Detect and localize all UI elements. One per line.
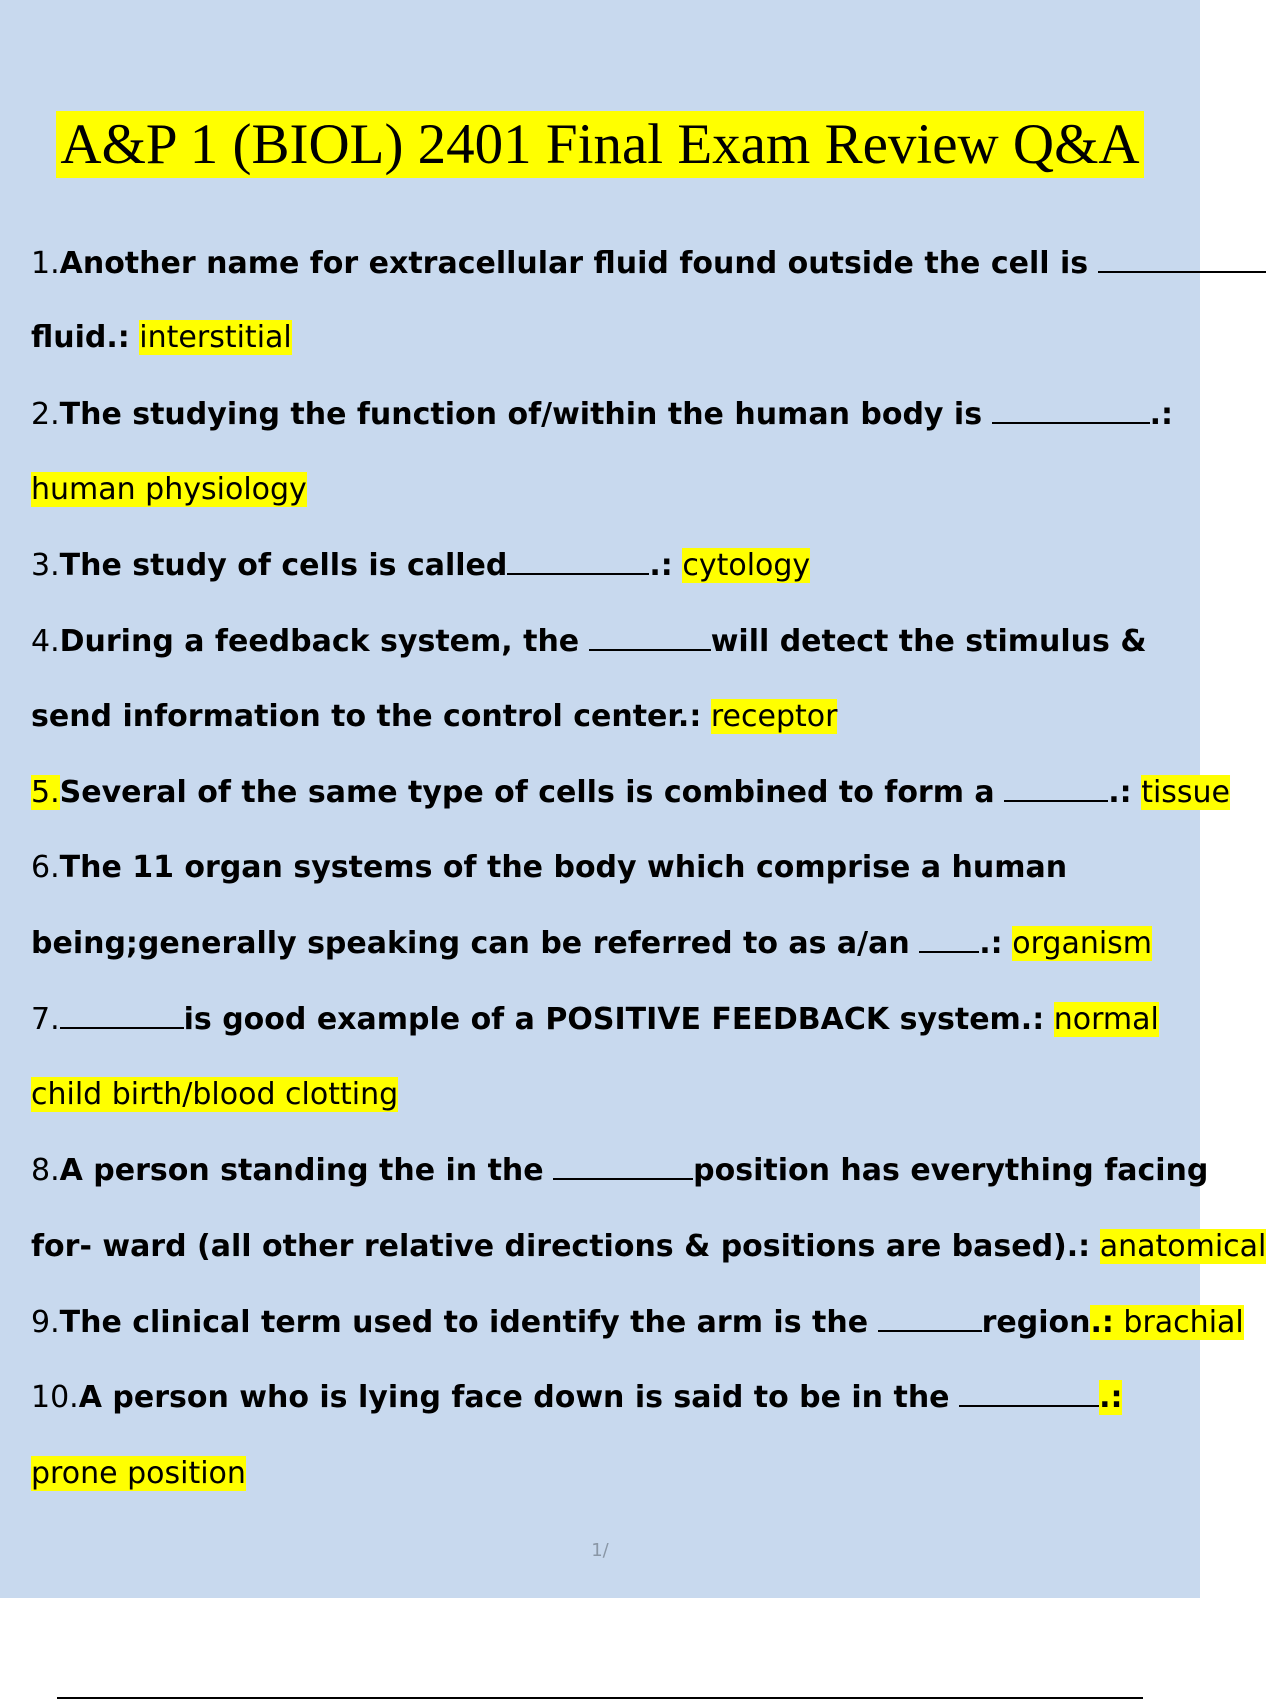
question-number: 6. bbox=[31, 850, 60, 885]
page-number: 1/ bbox=[591, 1540, 609, 1561]
question-number: 5. bbox=[31, 775, 60, 810]
answer-text: human physiology bbox=[31, 472, 307, 507]
question-text: A person who is lying face down is said to be in the bbox=[78, 1380, 950, 1415]
question-text: The 11 organ systems of the body which comprise a human bbox=[59, 850, 1068, 885]
answer-text: receptor bbox=[710, 699, 838, 734]
question-text: During a feedback system, the bbox=[59, 624, 580, 659]
question-text: position has everything facing bbox=[693, 1153, 1209, 1188]
answer-text: cytology bbox=[682, 548, 811, 583]
answer-blank bbox=[919, 925, 979, 953]
question-6-line-1 bbox=[31, 848, 1067, 888]
question-10-line-2 bbox=[31, 1454, 246, 1494]
question-2-line-1 bbox=[31, 395, 1173, 435]
answer-blank bbox=[507, 547, 649, 575]
answer-text: interstitial bbox=[139, 320, 292, 355]
answer-text: prone position bbox=[31, 1456, 246, 1491]
answer-blank bbox=[1004, 774, 1108, 802]
question-6-line-2 bbox=[31, 924, 1152, 964]
question-text: The studying the function of/within the human body is bbox=[59, 397, 983, 432]
answer-blank bbox=[992, 396, 1150, 424]
question-text: will detect the stimulus & bbox=[710, 624, 1147, 659]
question-4-line-1 bbox=[31, 622, 1146, 662]
answer-blank bbox=[60, 1001, 184, 1029]
answer-blank bbox=[878, 1304, 982, 1332]
document-title: A&P 1 (BIOL) 2401 Final Exam Review Q&A bbox=[56, 111, 1143, 178]
question-10-line-1 bbox=[31, 1378, 1122, 1418]
question-text: being;generally speaking can be referred to as a/an bbox=[31, 926, 910, 961]
question-number: 1. bbox=[31, 246, 60, 281]
question-1-line-2 bbox=[31, 318, 292, 358]
question-tail: .: bbox=[1090, 1305, 1114, 1340]
answer-blank bbox=[589, 623, 711, 651]
question-7-line-2 bbox=[31, 1075, 398, 1115]
question-text: send information to the control center.: bbox=[31, 699, 702, 734]
answer-text: organism bbox=[1012, 926, 1153, 961]
question-text: The clinical term used to identify the arm is the bbox=[59, 1305, 869, 1340]
answer-text: child birth/blood clotting bbox=[31, 1077, 399, 1112]
answer-blank bbox=[553, 1152, 693, 1180]
question-tail: .: bbox=[649, 548, 673, 583]
document-title-wrap bbox=[0, 112, 1200, 177]
answer-blank bbox=[1098, 245, 1266, 273]
question-7-line-1 bbox=[31, 1000, 1159, 1040]
question-5-line-1 bbox=[31, 773, 1230, 813]
question-text: fluid.: bbox=[31, 320, 130, 355]
question-tail: .: bbox=[1099, 1380, 1123, 1415]
footer-rule bbox=[57, 1697, 1143, 1699]
question-3-line-1 bbox=[31, 546, 810, 586]
question-tail: .: bbox=[979, 926, 1003, 961]
answer-blank bbox=[959, 1379, 1099, 1407]
question-number: 3. bbox=[31, 548, 60, 583]
question-1-line-1 bbox=[31, 244, 1266, 284]
answer-text: brachial bbox=[1123, 1305, 1244, 1340]
answer-text: anatomical bbox=[1099, 1229, 1266, 1264]
question-4-line-2 bbox=[31, 697, 837, 737]
question-text: Another name for extracellular fluid found outside the cell is bbox=[59, 246, 1089, 281]
question-text: is good example of a POSITIVE FEEDBACK system.: bbox=[183, 1002, 1045, 1037]
answer-text: tissue bbox=[1141, 775, 1231, 810]
question-8-line-2 bbox=[31, 1227, 1266, 1267]
question-tail: .: bbox=[1108, 775, 1132, 810]
question-8-line-1 bbox=[31, 1151, 1208, 1191]
question-text: A person standing the in the bbox=[59, 1153, 544, 1188]
question-text: for- ward (all other relative directions & positions are based).: bbox=[31, 1229, 1091, 1264]
question-9-line-1 bbox=[31, 1303, 1244, 1343]
question-2-line-2 bbox=[31, 470, 307, 510]
question-number: 9. bbox=[31, 1305, 60, 1340]
question-tail: .: bbox=[1149, 397, 1174, 432]
question-text: Several of the same type of cells is combined to form a bbox=[59, 775, 995, 810]
question-number: 10. bbox=[31, 1380, 79, 1415]
question-number: 4. bbox=[31, 624, 60, 659]
question-number: 2. bbox=[31, 397, 60, 432]
question-text: region bbox=[981, 1305, 1091, 1340]
question-text: The study of cells is called bbox=[59, 548, 508, 583]
question-number: 8. bbox=[31, 1153, 60, 1188]
answer-text: normal bbox=[1053, 1002, 1159, 1037]
question-number: 7. bbox=[31, 1002, 60, 1037]
